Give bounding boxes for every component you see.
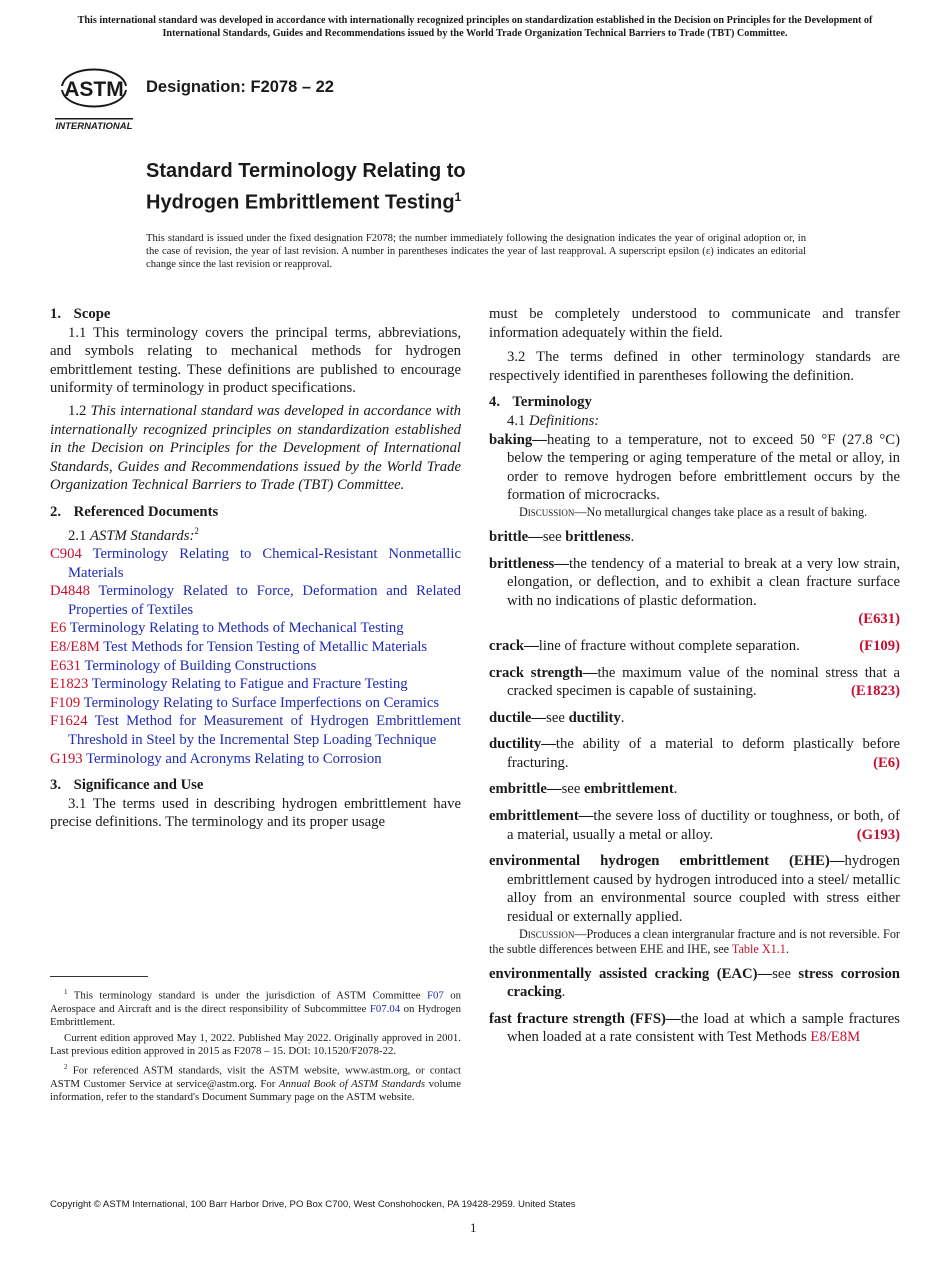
committee-f07-link[interactable]: F07 (426, 989, 444, 1002)
significance-p2: 3.2 The terms defined in other terminology standards are respectively identified in parentheses following the definition. (489, 349, 900, 384)
term-embrittlement (489, 807, 900, 844)
title-line-2-text: Hydrogen Embrittlement Testing (146, 191, 455, 214)
footnotes (50, 986, 461, 1106)
ref-sub-num: 2.1 (68, 527, 87, 544)
fn2-italic: Annual Book of ASTM Standards (278, 1077, 426, 1090)
ref-sub-sup[interactable]: 2 (194, 525, 199, 536)
footnote-2 (50, 1061, 461, 1105)
section-1-num: 1. (50, 306, 62, 322)
term-ductility-def: the ability of a material to deform plastically before fracturing. (507, 736, 900, 771)
reference-title-link[interactable]: Test Methods for Tension Testing of Metallic Materials (103, 638, 428, 655)
reference-list (50, 545, 461, 768)
ref-sub-text: ASTM Standards: (90, 527, 195, 544)
def-sub-text: Definitions: (529, 412, 600, 429)
term-eac-ref: stress corrosion cracking (507, 965, 900, 1001)
term-ductile-see: see (546, 709, 569, 726)
term-ductility (489, 735, 900, 772)
source-f109-link[interactable]: (F109) (859, 637, 900, 654)
section-4-title: Terminology (512, 394, 592, 411)
reference-item (50, 712, 461, 749)
reference-title-link[interactable]: Terminology Relating to Fatigue and Fracture Testing (91, 676, 408, 693)
reference-item (50, 694, 461, 713)
reference-title-link[interactable]: Test Method for Measurement of Hydrogen Embrittlement Threshold in Steel by the Incremental Step Loading Technique (68, 713, 461, 748)
reference-item (50, 619, 461, 638)
term-ffs-label: fast fracture strength (FFS)— (489, 1010, 681, 1027)
source-e6-link[interactable]: (E6) (873, 754, 900, 771)
title-line-2 (146, 184, 846, 216)
term-brittle: brittle—see brittleness. (489, 528, 635, 545)
section-4-num: 4. (489, 394, 501, 411)
baking-disc-text: —No metallurgical changes take place as a result of baking. (574, 504, 868, 519)
term-crack-strength (489, 664, 900, 701)
reference-title-link[interactable]: Terminology and Acronyms Relating to Corrosion (86, 750, 382, 767)
fn2-a: For referenced ASTM standards, visit the ASTM website, www.astm.org, or contact ASTM Customer Service at service@astm.org. For (50, 1064, 461, 1090)
designation: Designation: F2078 – 22 (146, 78, 334, 96)
term-ffs-def: the load at which a sample fractures when loaded at a rate consistent with Test Methods (507, 1010, 900, 1046)
term-ductile-ref: ductility (568, 709, 621, 726)
reference-code-link[interactable]: F1624 (50, 713, 88, 730)
term-crack-strength-def: the maximum value of the nominal stress that a cracked specimen is capable of sustaining. (507, 664, 900, 700)
reference-code-link[interactable]: C904 (50, 546, 82, 563)
term-eac-see: see (772, 965, 799, 982)
term-brittleness (489, 555, 900, 629)
term-ductile: ductile—see ductility. (489, 709, 625, 726)
reference-item (50, 582, 461, 619)
section-2-num: 2. (50, 503, 62, 520)
footnote-divider (50, 976, 148, 977)
reference-item (50, 638, 461, 657)
baking-discussion (489, 505, 900, 520)
significance-p1-end: must be completely understood to communicate and transfer information adequately within the field. (489, 306, 900, 341)
definitions-label (489, 412, 900, 431)
term-embrittlement-label: embrittlement— (489, 808, 594, 825)
term-crack-strength-label: crack strength— (489, 664, 598, 681)
ehe-disc-label: Discussion (519, 926, 575, 941)
source-e631-link[interactable]: (E631) (858, 611, 900, 628)
fn1-c: on Hydrogen Embrittlement. (50, 1003, 461, 1029)
fn1-a: This terminology standard is under the jurisdiction of ASTM Committee (73, 989, 427, 1002)
term-brittleness-def: the tendency of a material to break at a very low strain, elongation, or deflection, and to exhibit a clean fracture surface with no indications of plastic deformation. (507, 555, 900, 609)
term-ductile-label: ductile— (489, 709, 547, 726)
footnote-1 (50, 986, 461, 1030)
term-embrittle-see: see (561, 781, 585, 798)
reference-title-link[interactable]: Terminology Relating to Surface Imperfections on Ceramics (83, 694, 440, 711)
footnote-1-approval: Current edition approved May 1, 2022. Published May 2022. Originally approved in 2001. Last previous edition approved in 2015 as F2078 – 15. DOI: 10.1520/F2078-22. (50, 1031, 461, 1058)
baking-disc-label: Discussion (519, 504, 575, 519)
section-3-title: Significance and Use (73, 777, 204, 794)
term-ffs (489, 1010, 900, 1047)
term-baking-label: baking— (489, 431, 547, 448)
reference-code-link[interactable]: E1823 (50, 676, 89, 693)
scope-p2 (50, 402, 461, 495)
source-e1823-link[interactable]: (E1823) (851, 683, 900, 700)
scope-p2-num: 1.2 (68, 402, 87, 419)
astm-standards-label (50, 522, 461, 545)
fn2-sup: 2 (64, 1062, 68, 1071)
section-1-title: Scope (73, 306, 111, 322)
term-baking (489, 431, 900, 505)
astm-logo (52, 56, 136, 132)
section-2-heading (50, 503, 461, 522)
term-eac: environmentally assisted cracking (EAC)—see stress corrosion cracking. (489, 965, 900, 1001)
section-3-heading (50, 776, 461, 795)
term-eac-label: environmentally assisted cracking (EAC)— (489, 965, 773, 982)
logo-sub: INTERNATIONAL (55, 121, 133, 132)
term-embrittle-ref: embrittlement (584, 781, 674, 798)
term-ductility-label: ductility— (489, 736, 556, 753)
section-1-heading (50, 305, 461, 324)
ehe-discussion (489, 927, 900, 957)
term-embrittle-label: embrittle— (489, 781, 562, 798)
section-4-heading (489, 393, 900, 412)
term-ehe-def: hydrogen embrittlement caused by hydrogen introduced into a steel/ metallic alloy from an environmental source coupled with stress either residual or externally applied. (507, 853, 900, 926)
ffs-e8-link[interactable]: E8/E8M (810, 1029, 861, 1046)
title-line-1: Standard Terminology Relating to (146, 160, 466, 182)
fn2-b: volume information, refer to the standard's Document Summary page on the ASTM website. (50, 1077, 461, 1104)
reference-item (50, 675, 461, 694)
reference-code-link[interactable]: E8/E8M (50, 638, 100, 655)
reference-title-link[interactable]: Terminology Relating to Methods of Mechanical Testing (69, 620, 404, 637)
title-footnote-ref[interactable]: 1 (454, 190, 462, 204)
page-number: 1 (470, 1220, 477, 1235)
term-baking-def: heating to a temperature, not to exceed 50 °F (27.8 °C) below the tempering or aging temperature of the metal or alloy, in order to remove hydrogen before embrittlement occurs by the formation of microcracks. (507, 431, 900, 504)
reference-item (50, 545, 461, 582)
term-ehe-label: environmental hydrogen embrittlement (EHE)— (489, 853, 845, 870)
term-crack-def: line of fracture without complete separation. (538, 637, 800, 654)
reference-code-link[interactable]: G193 (50, 750, 83, 767)
term-crack (489, 637, 900, 656)
term-embrittlement-def: the severe loss of ductility or toughness, or both, of a material, usually a metal or alloy. (507, 808, 900, 843)
reference-code-link[interactable]: E631 (50, 657, 82, 674)
def-sub-num: 4.1 (507, 412, 526, 429)
reference-code-link[interactable]: F109 (50, 694, 81, 711)
term-brittle-see: see (542, 528, 566, 545)
reference-item (50, 657, 461, 676)
right-column (489, 305, 900, 1047)
reference-title-link[interactable]: Terminology Related to Force, Deformation and Related Properties of Textiles (68, 583, 461, 618)
section-2-title: Referenced Documents (73, 503, 219, 520)
table-x1-1-link[interactable]: Table X1.1 (731, 941, 786, 956)
reference-item (50, 750, 461, 769)
subcommittee-f07-04-link[interactable]: F07.04 (369, 1003, 401, 1015)
top-notice: This international standard was developed in accordance with internationally recognized principles on standardization established in the Decision on Principles for the Development of International Standards, Guides and Recommendations issued by the World Trade Organization Technical Barriers to Trade (TBT) Committee. (77, 15, 873, 39)
copyright: Copyright © ASTM International, 100 Barr Harbor Drive, PO Box C700, West Conshohocken, PA 19428-2959. United States (50, 1199, 576, 1210)
fn1-b: on Aerospace and Aircraft and is the direct responsibility of Subcommittee (50, 989, 461, 1015)
term-brittle-label: brittle— (489, 528, 543, 545)
section-3-num: 3. (50, 777, 62, 794)
fn1-sup: 1 (64, 988, 68, 996)
logo-text: ASTM (64, 78, 124, 101)
page-title (146, 158, 846, 216)
reference-title-link[interactable]: Terminology of Building Constructions (84, 657, 317, 674)
scope-p2-text: This international standard was developed in accordance with internationally recognized principles on standardization established in the Decision on Principles for the Development of International Standards, Guides and Recommendations issued by the World Trade Organization Technical Barriers to Trade (TBT) Committee. (50, 402, 461, 494)
ehe-disc-text: —Produces a clean intergranular fracture and is not reversible. For the subtle differences between EHE and IHE, see (489, 926, 900, 956)
scope-p1: 1.1 This terminology covers the principal terms, abbreviations, and symbols relating to mechanical methods for hydrogen embrittlement testing. These definitions are published to encourage uniformity of terminology in product specifications. (50, 324, 461, 397)
ehe-disc-end: . (785, 941, 789, 956)
term-ehe (489, 852, 900, 926)
source-g193-link[interactable]: (G193) (856, 826, 900, 843)
issue-note: This standard is issued under the fixed designation F2078; the number immediately following the designation indicates the year of original adoption or, in the case of revision, the year of last revision. A number in parentheses indicates the year of last reapproval. A superscript epsilon (ε) indicates an editorial change since the last revision or reapproval. (146, 233, 806, 270)
reference-title-link[interactable]: Terminology Relating to Chemical-Resistant Nonmetallic Materials (68, 546, 461, 581)
term-brittleness-label: brittleness— (489, 555, 569, 572)
left-column (50, 305, 461, 832)
reference-code-link[interactable]: E6 (50, 620, 67, 637)
term-brittle-ref: brittleness (565, 528, 631, 545)
term-embrittle: embrittle—see embrittlement. (489, 781, 678, 798)
term-crack-label: crack— (489, 637, 539, 654)
reference-code-link[interactable]: D4848 (50, 583, 90, 600)
significance-p1-start: 3.1 The terms used in describing hydrogen embrittlement have precise definitions. The terminology and its proper usage (50, 795, 461, 831)
